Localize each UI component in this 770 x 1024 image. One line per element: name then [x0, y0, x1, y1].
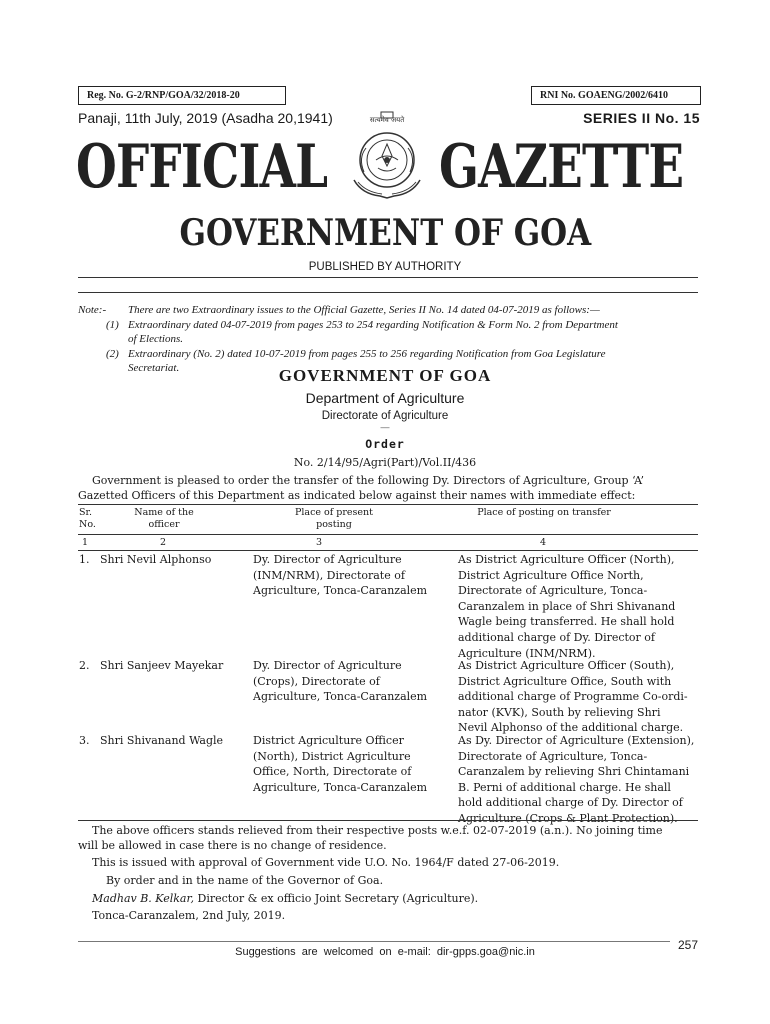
- signatory: [92, 891, 478, 906]
- signatory-title: Director & ex officio Joint Secretary (Agriculture).: [194, 892, 479, 905]
- note-item-line: of Elections.: [128, 333, 183, 345]
- cell-line: District Agriculture Officer: [253, 734, 404, 747]
- officer-name: Shri Sanjeev Mayekar: [100, 659, 224, 672]
- cell-line: Agriculture (Crops & Plant Protection).: [458, 811, 678, 825]
- issue-date: Panaji, 11th July, 2019 (Asadha 20,1941): [78, 110, 333, 126]
- cell-line: Office, North, Directorate of: [253, 765, 412, 779]
- masthead-divider: [78, 277, 698, 278]
- cell-line: Nevil Alphonso of the additional charge.: [458, 721, 684, 735]
- signatory-name: Madhav B. Kelkar,: [92, 892, 195, 905]
- officer-name: Shri Shivanand Wagle: [100, 734, 224, 747]
- series-number: SERIES II No. 15: [583, 110, 700, 126]
- cell-line: Directorate of Agriculture, Tonca-: [458, 584, 648, 598]
- cell-line: Agriculture, Tonca-Caranzalem: [253, 780, 428, 794]
- table-header-rule: [78, 534, 698, 535]
- present-posting: [253, 733, 427, 795]
- row-sr: 3.: [79, 734, 90, 747]
- closing-para-line: will be allowed in case there is no change of residence.: [78, 839, 387, 852]
- cell-line: Dy. Director of Agriculture: [253, 659, 402, 672]
- table-row: [79, 733, 90, 749]
- note-item-line: Extraordinary (No. 2) dated 10-07-2019 from pages 255 to 256 regarding Notification from Goa Legislature: [128, 348, 606, 360]
- table-top-rule: [78, 504, 698, 505]
- header-transfer-posting: Place of posting on transfer: [477, 507, 611, 518]
- rni-number: RNI No. GOAENG/2002/6410: [540, 90, 669, 101]
- subtitle-government-of-goa: [0, 212, 770, 254]
- table-bottom-rule: [78, 820, 698, 821]
- table-columns-rule: [78, 550, 698, 551]
- cell-line: Caranzalem by relieving Shri Chintamani: [458, 765, 690, 779]
- note-item-line: Secretariat.: [128, 362, 180, 374]
- column-number: 4: [540, 537, 547, 548]
- registration-number-box: [78, 86, 286, 105]
- cell-line: Directorate of Agriculture, Tonca-: [458, 749, 648, 763]
- column-number: 3: [316, 537, 323, 548]
- note-top-divider: [78, 292, 698, 293]
- cell-line: Agriculture (INM/NRM).: [458, 646, 596, 660]
- registration-number: Reg. No. G-2/RNP/GOA/32/2018-20: [87, 90, 240, 101]
- present-posting: [253, 552, 427, 599]
- officer-name: Shri Nevil Alphonso: [100, 553, 212, 566]
- cell-line: (North), District Agriculture: [253, 749, 411, 763]
- footer-divider: [78, 941, 670, 942]
- table-row: [79, 658, 90, 674]
- cell-line: Agriculture, Tonca-Caranzalem: [253, 690, 428, 704]
- row-sr: 2.: [79, 659, 90, 672]
- header-present-posting: [254, 507, 414, 531]
- published-by-authority: PUBLISHED BY AUTHORITY: [308, 261, 462, 273]
- note-intro: There are two Extraordinary issues to the Official Gazette, Series II No. 14 dated 04-07-2019 as follows:—: [128, 304, 600, 316]
- rni-number-box: [531, 86, 701, 105]
- transfer-posting: [458, 552, 675, 661]
- column-number: 1: [82, 537, 89, 548]
- cell-line: As Dy. Director of Agriculture (Extension),: [458, 734, 695, 747]
- title-official: OFFICIAL: [76, 132, 328, 202]
- cell-line: (Crops), Directorate of: [253, 674, 380, 688]
- goa-emblem-icon: [336, 108, 438, 210]
- header-name: [112, 507, 216, 531]
- cell-line: (INM/NRM), Directorate of: [253, 568, 405, 582]
- cell-line: additional charge of Dy. Director of: [458, 630, 656, 644]
- approval-line: This is issued with approval of Government vide U.O. No. 1964/F dated 27-06-2019.: [92, 856, 560, 869]
- cell-line: B. Perni of additional charge. He shall: [458, 780, 671, 794]
- header-text: posting: [316, 519, 352, 530]
- note-item-line: Extraordinary dated 04-07-2019 from pages 253 to 254 regarding Notification & Form No. 2 from Department: [128, 319, 618, 331]
- page-number: 257: [678, 938, 699, 952]
- order-number: No. 2/14/95/Agri(Part)/Vol.II/436: [293, 456, 477, 469]
- cell-line: Wagle being transferred. He shall hold: [458, 615, 675, 629]
- closing-para-line: The above officers stands relieved from their respective posts w.e.f. 02-07-2019 (a.n.). No joining time: [92, 824, 663, 837]
- order-intro-line: Gazetted Officers of this Department as indicated below against their names with immediate effect:: [78, 489, 636, 502]
- cell-line: nator (KVK), South by relieving Shri: [458, 705, 661, 719]
- header-text: Sr.: [79, 507, 93, 518]
- note-item-number: (1): [106, 319, 119, 331]
- header-text: No.: [79, 519, 96, 530]
- order-government-heading: GOVERNMENT OF GOA: [278, 366, 492, 385]
- cell-line: As District Agriculture Officer (South),: [458, 659, 675, 672]
- cell-line: District Agriculture Office, South with: [458, 674, 672, 688]
- transfer-posting: [458, 733, 694, 827]
- column-number: 2: [160, 537, 167, 548]
- table-row: [79, 552, 90, 568]
- note-label: Note:-: [78, 304, 107, 316]
- cell-line: Caranzalem in place of Shri Shivanand: [458, 599, 676, 613]
- order-title: Order: [365, 437, 405, 451]
- footer-suggestion: Suggestions are welcomed on e-mail: dir-gpps.goa@nic.in: [235, 946, 535, 958]
- order-intro-line: Government is pleased to order the transfer of the following Dy. Directors of Agriculture, Group ‘A’: [92, 474, 644, 487]
- emblem-motto: सत्यमेव जयते: [369, 116, 405, 124]
- subtitle-text: GOVERNMENT OF GOA: [179, 212, 591, 254]
- heading-dash: —: [380, 422, 390, 432]
- place-date: Tonca-Caranzalem, 2nd July, 2019.: [92, 909, 286, 922]
- present-posting: [253, 658, 427, 705]
- cell-line: hold additional charge of Dy. Director of: [458, 796, 683, 810]
- governor-order-line: By order and in the name of the Governor of Goa.: [106, 874, 384, 887]
- title-gazette: GAZETTE: [439, 132, 684, 202]
- cell-line: Agriculture, Tonca-Caranzalem: [253, 584, 428, 598]
- cell-line: As District Agriculture Officer (North),: [458, 553, 675, 566]
- transfer-posting: [458, 658, 688, 736]
- header-text: Name of the: [134, 507, 194, 518]
- header-text: officer: [148, 519, 180, 530]
- cell-line: District Agriculture Office North,: [458, 568, 644, 582]
- department-name: Department of Agriculture: [305, 390, 465, 406]
- row-sr: 1.: [79, 553, 90, 566]
- note-item-number: (2): [106, 348, 119, 360]
- cell-line: additional charge of Programme Co-ordi-: [458, 690, 688, 704]
- directorate-name: Directorate of Agriculture: [321, 410, 449, 422]
- header-sr-no: [79, 507, 96, 531]
- header-text: Place of present: [295, 507, 373, 518]
- cell-line: Dy. Director of Agriculture: [253, 553, 402, 566]
